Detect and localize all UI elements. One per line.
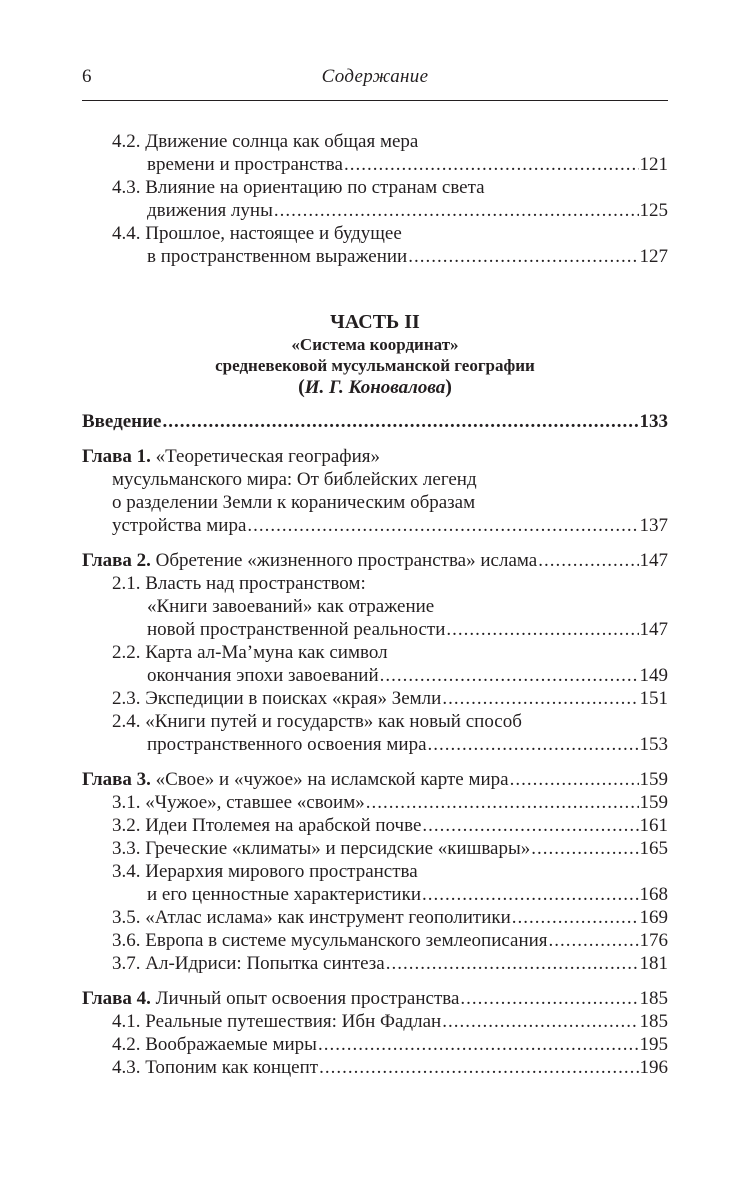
entry-title: «Теоретическая география»: [155, 446, 381, 467]
page-ref: 185: [639, 1011, 668, 1032]
section-number: 4.1.: [112, 1011, 141, 1032]
part-subtitle-2: средневековой мусульманской географии: [215, 356, 535, 375]
section-number: 3.5.: [112, 907, 141, 928]
toc-section[interactable]: [82, 1033, 668, 1056]
page-ref: 176: [639, 930, 668, 951]
entry-title: Движение солнца как общая мера: [145, 131, 419, 152]
toc-line: [82, 860, 668, 883]
dot-leader: [446, 618, 638, 641]
toc-line: [82, 199, 668, 222]
entry-title: Топоним как концепт: [145, 1057, 319, 1078]
page-ref: 125: [639, 200, 668, 221]
toc-section[interactable]: [82, 641, 668, 687]
toc-line: [82, 837, 668, 860]
section-number: 4.4.: [112, 223, 141, 244]
dot-leader: [510, 768, 639, 791]
toc-line: [82, 929, 668, 952]
dot-leader: [460, 987, 638, 1010]
part-1-tail-entries: [82, 130, 668, 268]
toc-line: [82, 468, 668, 491]
entry-title: Обретение «жизненного пространства» ислама: [155, 550, 538, 571]
page-ref: 165: [639, 838, 668, 859]
dot-leader: [247, 514, 638, 537]
dot-leader: [318, 1033, 639, 1056]
page-ref: 168: [639, 884, 668, 905]
part-title: ЧАСТЬ II: [330, 311, 420, 333]
dot-leader: [512, 906, 639, 929]
toc-line: [82, 710, 668, 733]
part-subtitle-1: «Система координат»: [291, 334, 459, 354]
table-of-contents: [82, 130, 668, 1079]
entry-title: Личный опыт освоения пространства: [155, 988, 460, 1009]
dot-leader: [366, 791, 639, 814]
section-number: 2.3.: [112, 688, 141, 709]
toc-section[interactable]: [82, 860, 668, 906]
entry-title: «Атлас ислама» как инструмент геополитики: [145, 907, 511, 928]
dot-leader: [386, 952, 639, 975]
chapter-list: [82, 445, 668, 1079]
page-ref: 185: [639, 988, 668, 1009]
entry-title: Влияние на ориентацию по странам света: [145, 177, 485, 198]
dot-leader: [380, 664, 639, 687]
section-number: 3.6.: [112, 930, 141, 951]
toc-line: [82, 1033, 668, 1056]
toc-chapter[interactable]: [82, 987, 668, 1010]
toc-line: [82, 1056, 668, 1079]
entry-title: Европа в системе мусульманского землеописания: [145, 930, 548, 951]
page-ref: 195: [639, 1034, 668, 1055]
page-ref: 147: [639, 550, 668, 571]
toc-chapter[interactable]: [82, 768, 668, 791]
section-number: 4.3.: [112, 177, 141, 198]
entry-title: Власть над пространством:: [145, 573, 366, 594]
toc-section[interactable]: [82, 222, 668, 268]
dot-leader: [428, 733, 639, 756]
chapter-label: Глава 2.: [82, 550, 151, 571]
page-ref: 133: [639, 411, 668, 432]
page-ref: 159: [639, 792, 668, 813]
page-ref: 159: [639, 769, 668, 790]
toc-line: [82, 987, 668, 1010]
section-number: 4.2.: [112, 131, 141, 152]
toc-line: [82, 491, 668, 514]
entry-title: Идеи Птолемея на арабской почве: [145, 815, 422, 836]
chapter-label: Глава 1.: [82, 446, 151, 467]
toc-line: [82, 791, 668, 814]
toc-line: [82, 595, 668, 618]
section-number: 4.3.: [112, 1057, 141, 1078]
dot-leader: [319, 1056, 638, 1079]
toc-line: [82, 664, 668, 687]
toc-line: [82, 883, 668, 906]
entry-title: Реальные путешествия: Ибн Фадлан: [145, 1011, 442, 1032]
chapter-label: Глава 4.: [82, 988, 151, 1009]
toc-line: [82, 176, 668, 199]
running-header: [82, 66, 668, 101]
dot-leader: [274, 199, 639, 222]
toc-section[interactable]: [82, 710, 668, 756]
page-number: 6: [82, 66, 92, 87]
toc-section[interactable]: [82, 687, 668, 710]
toc-chapter[interactable]: [82, 549, 668, 572]
section-number: 2.2.: [112, 642, 141, 663]
toc-section[interactable]: [82, 1056, 668, 1079]
entry-title: «Книги завоеваний» как отражение: [147, 596, 435, 617]
section-number: 3.2.: [112, 815, 141, 836]
toc-line: [82, 153, 668, 176]
entry-title: движения луны: [147, 200, 273, 221]
entry-title: Греческие «климаты» и персидские «кишвары»: [145, 838, 531, 859]
part-author: (И. Г. Коновалова): [298, 375, 452, 398]
entry-title: и его ценностные характеристики: [147, 884, 421, 905]
toc-section[interactable]: [82, 837, 668, 860]
page-ref: 161: [639, 815, 668, 836]
page-ref: 149: [639, 665, 668, 686]
toc-line: [82, 514, 668, 537]
toc-section[interactable]: [82, 906, 668, 929]
entry-title: окончания эпохи завоеваний: [147, 665, 379, 686]
toc-section[interactable]: [82, 572, 668, 641]
toc-section[interactable]: [82, 929, 668, 952]
toc-section[interactable]: [82, 952, 668, 975]
dot-leader: [422, 814, 638, 837]
toc-line: [82, 549, 668, 572]
entry-title: Прошлое, настоящее и будущее: [145, 223, 402, 244]
running-title: Содержание: [321, 66, 429, 87]
dot-leader: [538, 549, 638, 572]
page-ref: 121: [639, 154, 668, 175]
dot-leader: [549, 929, 639, 952]
toc-line: [82, 906, 668, 929]
toc-section[interactable]: [82, 791, 668, 814]
entry-title: Иерархия мирового пространства: [145, 861, 418, 882]
entry-title: Карта ал-Ма’муна как символ: [145, 642, 388, 663]
entry-title: новой пространственной реальности: [147, 619, 446, 640]
page-ref: 153: [639, 734, 668, 755]
toc-section[interactable]: [82, 176, 668, 222]
toc-section[interactable]: [82, 814, 668, 837]
dot-leader: [163, 410, 639, 433]
entry-title: устройства мира: [112, 515, 247, 536]
dot-leader: [531, 837, 638, 860]
entry-title: Экспедиции в поисках «края» Земли: [145, 688, 442, 709]
toc-entry-intro[interactable]: Введение ..... 133: [82, 410, 668, 433]
toc-line: [82, 572, 668, 595]
toc-line: [82, 245, 668, 268]
entry-title: «Книги путей и государств» как новый способ: [145, 711, 522, 732]
entry-title: Воображаемые миры: [145, 1034, 317, 1055]
entry-title: времени и пространства: [147, 154, 343, 175]
page-ref: 181: [639, 953, 668, 974]
section-number: 3.1.: [112, 792, 141, 813]
dot-leader: [422, 883, 639, 906]
section-number: 2.1.: [112, 573, 141, 594]
dot-leader: [442, 1010, 638, 1033]
dot-leader: [344, 153, 639, 176]
author-name: И. Г. Коновалова: [304, 376, 446, 398]
toc-line: [82, 1010, 668, 1033]
entry-title: в пространственном выражении: [147, 246, 408, 267]
entry-title: пространственного освоения мира: [147, 734, 427, 755]
page-ref: 147: [639, 619, 668, 640]
toc-line: [82, 687, 668, 710]
dot-leader: [408, 245, 638, 268]
entry-title: мусульманского мира: От библейских легенд: [112, 469, 477, 490]
toc-chapter[interactable]: [82, 445, 668, 537]
toc-section[interactable]: [82, 1010, 668, 1033]
section-number: 3.3.: [112, 838, 141, 859]
toc-line: [82, 618, 668, 641]
page-ref: 169: [639, 907, 668, 928]
dot-leader: [442, 687, 638, 710]
section-number: 3.4.: [112, 861, 141, 882]
toc-line: [82, 768, 668, 791]
toc-line: [82, 814, 668, 837]
toc-line: [82, 445, 668, 468]
toc-line: [82, 733, 668, 756]
page-ref: 137: [639, 515, 668, 536]
page-ref: 151: [639, 688, 668, 709]
page-ref: 196: [639, 1057, 668, 1078]
entry-title: «Свое» и «чужое» на исламской карте мира: [155, 769, 509, 790]
chapter-label: Глава 3.: [82, 769, 151, 790]
toc-line: [82, 641, 668, 664]
toc-line: [82, 130, 668, 153]
section-number: 4.2.: [112, 1034, 141, 1055]
toc-line: [82, 952, 668, 975]
toc-line: [82, 222, 668, 245]
part-heading: [82, 312, 668, 398]
entry-title: о разделении Земли к кораническим образам: [112, 492, 476, 513]
section-number: 3.7.: [112, 953, 141, 974]
entry-title: «Чужое», ставшее «своим»: [145, 792, 365, 813]
toc-section[interactable]: [82, 130, 668, 176]
page-ref: 127: [639, 246, 668, 267]
section-number: 2.4.: [112, 711, 141, 732]
entry-title: Ал-Идриси: Попытка синтеза: [145, 953, 385, 974]
